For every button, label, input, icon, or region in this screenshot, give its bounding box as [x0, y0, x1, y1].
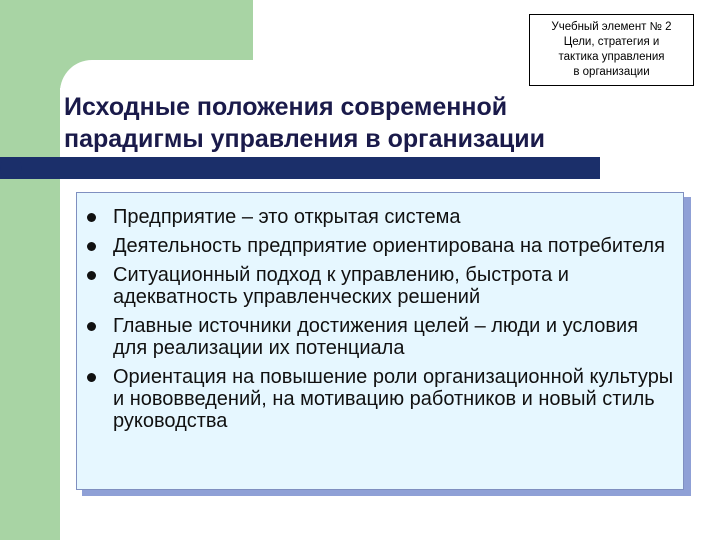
title-underline-bar-cap — [0, 157, 22, 179]
bullet-dot-icon — [87, 242, 96, 251]
bullet-text: Предприятие – это открытая система — [113, 206, 461, 228]
bullet-text: Главные источники достижения целей – люди и условия для реализации их потенциала — [113, 315, 639, 359]
bullet-text: Ситуационный подход к управлению, быстрота и адекватность управленческих решений — [113, 264, 569, 308]
bullet-text: Ориентация на повышение роли организационной культуры и нововведений, на мотивацию работников и новый стиль руководства — [113, 366, 674, 432]
bullet-item — [77, 264, 683, 308]
bullet-item — [77, 366, 683, 432]
bullet-dot-icon — [87, 322, 96, 331]
bullet-item — [77, 235, 683, 257]
section-badge — [529, 14, 694, 86]
title-line: парадигмы управления в организации — [64, 125, 546, 153]
bullet-item — [77, 206, 683, 228]
badge-line: Цели, стратегия и — [563, 36, 660, 48]
title-underline-bar — [0, 157, 600, 179]
bullet-dot-icon — [87, 373, 96, 382]
title-line: Исходные положения современной — [64, 93, 508, 121]
content-box — [76, 192, 684, 490]
badge-line: Учебный элемент № 2 — [551, 21, 672, 33]
bullet-text: Деятельность предприятие ориентирована на потребителя — [113, 235, 665, 257]
bullet-list — [77, 206, 683, 439]
badge-line: в организации — [573, 66, 650, 78]
slide-title — [64, 91, 714, 155]
bullet-dot-icon — [87, 271, 96, 280]
badge-line: тактика управления — [558, 51, 665, 63]
bullet-item — [77, 315, 683, 359]
bullet-dot-icon — [87, 213, 96, 222]
